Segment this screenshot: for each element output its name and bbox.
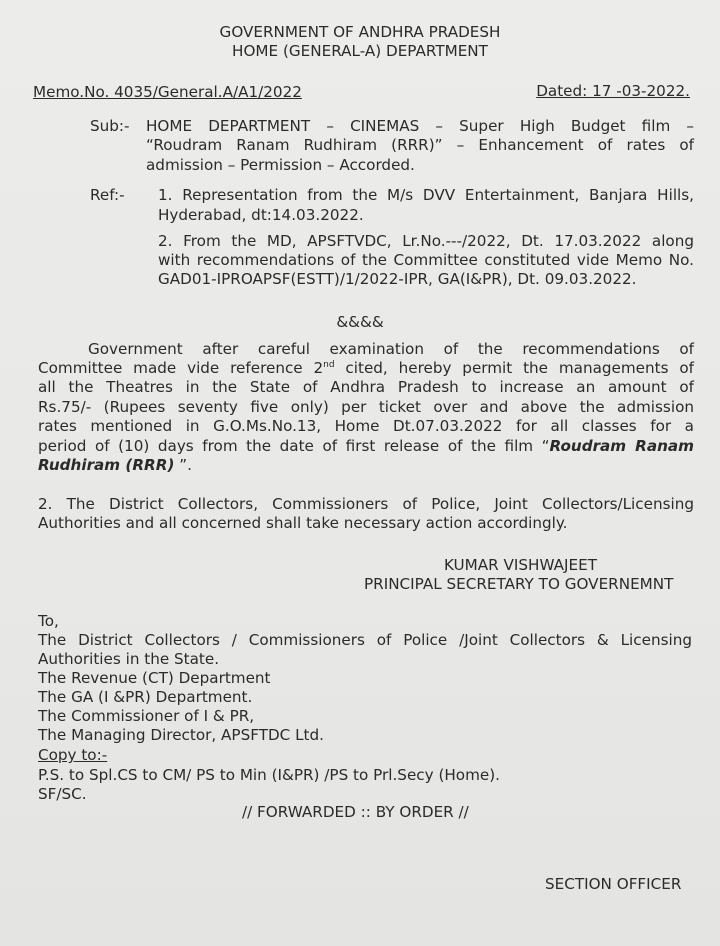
header-government: GOVERNMENT OF ANDHRA PRADESH: [219, 23, 501, 41]
para2-line-1: 2. The District Collectors, Commissioners of Police, Joint Collectors/Licensing: [38, 495, 694, 513]
ref2-line-1: 2. From the MD, APSFTVDC, Lr.No.---/2022, Dt. 17.03.2022 along: [158, 232, 694, 250]
forwarded-by-order: // FORWARDED :: BY ORDER //: [242, 803, 469, 821]
signatory-title: PRINCIPAL SECRETARY TO GOVERNEMNT: [364, 575, 674, 593]
para1-line-2: Committee made vide reference 2nd cited, hereby permit the managements of: [38, 359, 694, 377]
subject-line-1: HOME DEPARTMENT – CINEMAS – Super High Budget film –: [146, 117, 694, 135]
memo-number: Memo.No. 4035/General.A/A1/2022: [33, 83, 302, 101]
recipient-5: The Managing Director, APSFTDC Ltd.: [38, 726, 324, 744]
recipient-1-cont: Authorities in the State.: [38, 650, 220, 668]
separator: &&&&: [336, 313, 384, 331]
ref1-line-1: 1. Representation from the M/s DVV Entertainment, Banjara Hills,: [158, 186, 694, 204]
para1-line-4: Rs.75/- (Rupees seventy five only) per ticket over and above the admission: [38, 398, 694, 416]
recipient-1: The District Collectors / Commissioners of Police /Joint Collectors & Licensing: [38, 631, 692, 649]
para1-line-1: Government after careful examination of the recommendations of: [88, 340, 694, 358]
memo-date: Dated: 17 -03-2022.: [536, 82, 690, 100]
para1-line-3: all the Theatres in the State of Andhra Pradesh to increase an amount of: [38, 378, 694, 396]
recipient-2: The Revenue (CT) Department: [38, 669, 271, 687]
para2-line-2: Authorities and all concerned shall take necessary action accordingly.: [38, 514, 568, 532]
para1-line-6: period of (10) days from the date of first release of the film “Roudram Ranam: [38, 437, 694, 455]
copy-to-label: Copy to:-: [38, 746, 108, 764]
recipient-4: The Commissioner of I & PR,: [38, 707, 255, 725]
subject-line-2: “Roudram Ranam Rudhiram (RRR)” – Enhancement of rates of: [146, 136, 694, 154]
header-department: HOME (GENERAL-A) DEPARTMENT: [232, 42, 488, 60]
para1-line-7: Rudhiram (RRR) ”.: [38, 456, 192, 474]
copy-to-line-2: SF/SC.: [38, 785, 87, 803]
ref-label: Ref:-: [90, 186, 125, 204]
section-officer: SECTION OFFICER: [545, 875, 682, 893]
subject-line-3: admission – Permission – Accorded.: [146, 156, 415, 174]
recipient-3: The GA (I &PR) Department.: [38, 688, 253, 706]
ref2-line-2: with recommendations of the Committee constituted vide Memo No.: [158, 251, 694, 269]
ref2-line-3: GAD01-IPROAPSF(ESTT)/1/2022-IPR, GA(I&PR), Dt. 09.03.2022.: [158, 270, 637, 288]
para1-line-5: rates mentioned in G.O.Ms.No.13, Home Dt.07.03.2022 for all classes for a: [38, 417, 694, 435]
to-label: To,: [38, 612, 59, 630]
subject-label: Sub:-: [90, 117, 130, 135]
signatory-name: KUMAR VISHWAJEET: [444, 556, 597, 574]
copy-to-line-1: P.S. to Spl.CS to CM/ PS to Min (I&PR) /PS to Prl.Secy (Home).: [38, 766, 500, 784]
ref1-line-2: Hyderabad, dt:14.03.2022.: [158, 206, 364, 224]
